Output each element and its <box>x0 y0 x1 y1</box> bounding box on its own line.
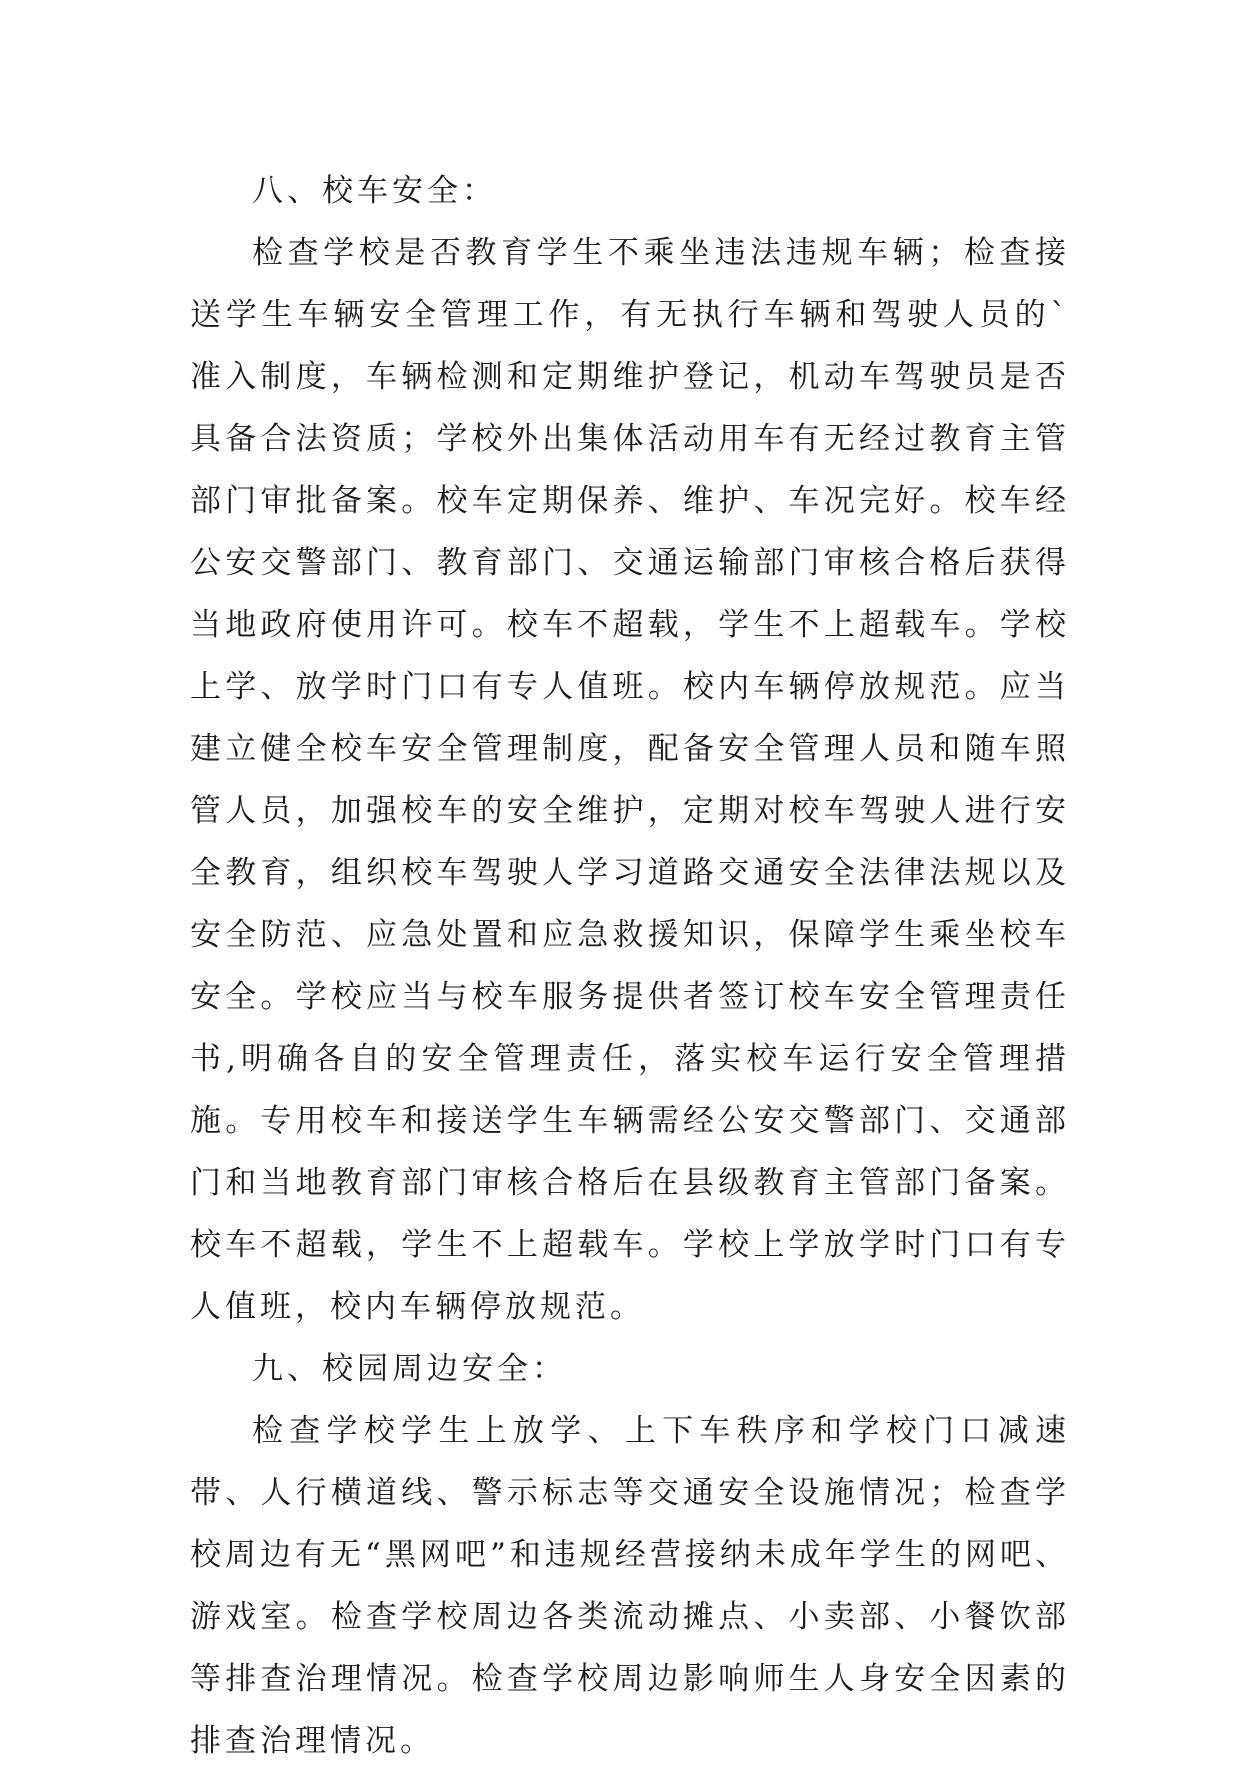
document-body <box>190 160 1070 1772</box>
section-8-body: 检查学校是否教育学生不乘坐违法违规车辆；检查接送学生车辆安全管理工作，有无执行车辆和驾驶人员的`准入制度，车辆检测和定期维护登记，机动车驾驶员是否具备合法资质；学校外出集体活动用车有无经过教育主管部门审批备案。校车定期保养、维护、车况完好。校车经公安交警部门、教育部门、交通运输部门审核合格后获得当地政府使用许可。校车不超载，学生不上超载车。学校上学、放学时门口有专人值班。校内车辆停放规范。应当建立健全校车安全管理制度，配备安全管理人员和随车照管人员，加强校车的安全维护，定期对校车驾驶人进行安全教育，组织校车驾驶人学习道路交通安全法律法规以及安全防范、应急处置和应急救援知识，保障学生乘坐校车安全。学校应当与校车服务提供者签订校车安全管理责任书,明确各自的安全管理责任，落实校车运行安全管理措施。专用校车和接送学生车辆需经公安交警部门、交通部门和当地教育部门审核合格后在县级教育主管部门备案。校车不超载，学生不上超载车。学校上学放学时门口有专人值班，校内车辆停放规范。 <box>190 235 1070 1325</box>
section-9-heading: 九、校园周边安全： <box>252 1351 567 1387</box>
section-8-heading: 八、校车安全： <box>252 173 497 209</box>
section-9-body: 检查学校学生上放学、上下车秩序和学校门口减速带、人行横道线、警示标志等交通安全设施情况；检查学校周边有无“黑网吧”和违规经营接纳未成年学生的网吧、游戏室。检查学校周边各类流动摊点、小卖部、小餐饮部等排查治理情况。检查学校周边影响师生人身安全因素的排查治理情况。 <box>190 1413 1070 1759</box>
